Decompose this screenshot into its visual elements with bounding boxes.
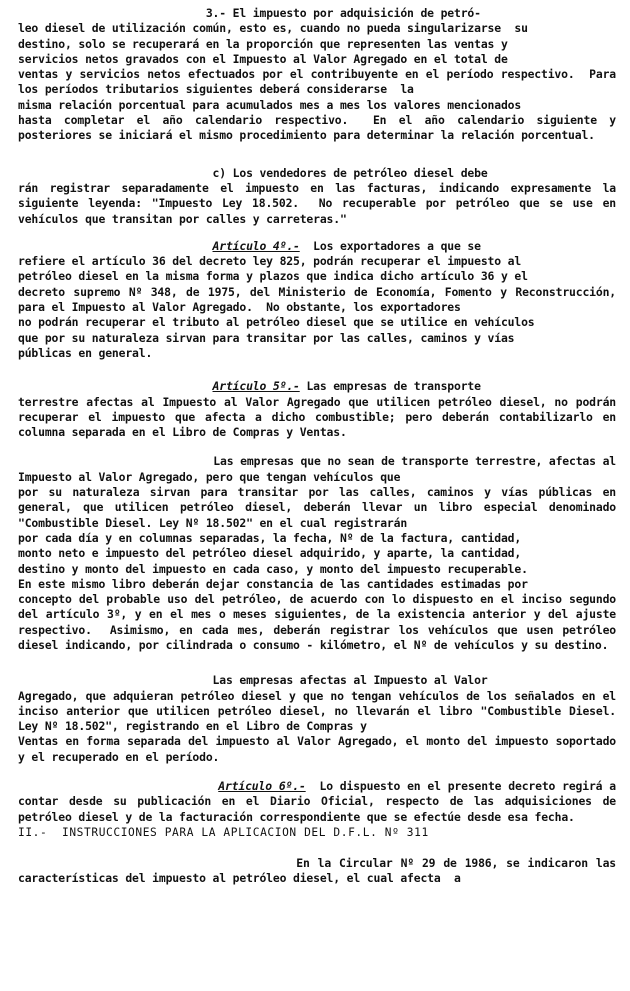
paragraph-3-impuesto-adquisicion: 3.- El impuesto por adquisición de petró- leo diesel de utilización común, esto es, cuando no pueda singularizarse su destino, solo se recuperará en la proporción que representen las ventas y servicios netos gravados con el Impuesto al Valor Agregado en el total de ventas y servicios netos efectuados por el contribuyente en el período respectivo. Para los períodos tributarios siguientes deberá considerarse la misma relación porcentual para acumulados mes a mes los valores mencionados hasta completar el año calendario respectivo. En el año calendario siguiente y posteriores se iniciará el mismo procedimiento para determinar la relación porcentual.	[18, 6, 616, 143]
paragraph-articulo-5	[18, 379, 616, 440]
paragraph-empresas-afectas: Las empresas afectas al Impuesto al Valor Agregado, que adquieran petróleo diesel y que no tengan vehículos de los señalados en el inciso anterior que utilicen petróleo diesel, no llevarán el libro "Combustible Diesel. Ley Nº 18.502", registrando en el Libro de Compras y Ventas en forma separada del impuesto al Valor Agregado, el monto del impuesto soportado y el recuperado en el período.	[18, 673, 616, 764]
articulo-5-title: Artículo 5º.-	[212, 379, 300, 394]
articulo-4-body: Los exportadores a que se refiere el artículo 36 del decreto ley 825, podrán recuperar el impuesto al petróleo diesel en la misma forma y plazos que indica dicho artículo 36 y el decreto supremo Nº 348, de 1975, del Ministerio de Economía, Fomento y Reconstrucción, para el Impuesto al Valor Agregado. No obstante, los exportadores no podrán recuperar el tributo al petróleo diesel que se utilice en vehículos que por su naturaleza sirvan para transitar por las calles, caminos y vías públicas en general.	[18, 238, 616, 360]
articulo-5-body: Las empresas de transporte terrestre afectas al Impuesto al Valor Agregado que utilicen petróleo diesel, no podrán recuperar el impuesto que afecta a dicho combustible; pero deberán contabilizarlo en columna separada en el Libro de Compras y Ventas.	[18, 379, 616, 440]
paragraph-circular-29: En la Circular Nº 29 de 1986, se indicaron las características del impuesto al petróleo diesel, el cual afecta a	[18, 855, 623, 886]
paragraph-empresas-no-transporte: Las empresas que no sean de transporte terrestre, afectas al Impuesto al Valor Agregado, pero que tengan vehículos que por su naturaleza sirvan para transitar por las calles, caminos y vías públicas en general, que utilicen petróleo diesel, deberán llevar un libro especial denominado "Combustible Diesel. Ley Nº 18.502" en el cual registrarán por cada día y en columnas separadas, la fecha, Nº de la factura, cantidad, monto neto e impuesto del petróleo diesel adquirido, y aparte, la cantidad, destino y monto del impuesto en cada caso, y monto del impuesto recuperable. En este mismo libro deberán dejar constancia de las cantidades estimadas por concepto del probable uso del petróleo, de acuerdo con lo dispuesto en el inciso segundo del artículo 3º, y en el mes o meses siguientes, de la existencia anterior y del ajuste respectivo. Asimismo, en cada mes, deberán registrar los vehículos que usen petróleo diesel indicando, por cilindrada o consumo - kilómetro, el Nº de vehículos y su destino.	[18, 454, 616, 652]
paragraph-c-vendedores: c) Los vendedores de petróleo diesel debe rán registrar separadamente el impuesto en las facturas, indicando expresamente la siguiente leyenda: "Impuesto Ley 18.502. No recuperable por petróleo que se use en vehículos que transitan por calles y carreteras."	[18, 165, 616, 226]
paragraph-articulo-6	[18, 779, 623, 825]
articulo-6-body: Lo dispuesto en el presente decreto regirá a contar desde su publicación en el Diario Oficial, respecto de las adquisiciones de petróleo diesel y de la facturación correspondiente que se efectúe desde esa fecha.	[18, 779, 623, 824]
articulo-4-title: Artículo 4º.-	[212, 238, 300, 253]
articulo-6-title: Artículo 6º.-	[218, 779, 306, 794]
paragraph-articulo-4	[18, 239, 616, 361]
section-heading-instrucciones: II.- INSTRUCCIONES PARA LA APLICACION DEL D.F.L. Nº 311	[18, 825, 429, 839]
